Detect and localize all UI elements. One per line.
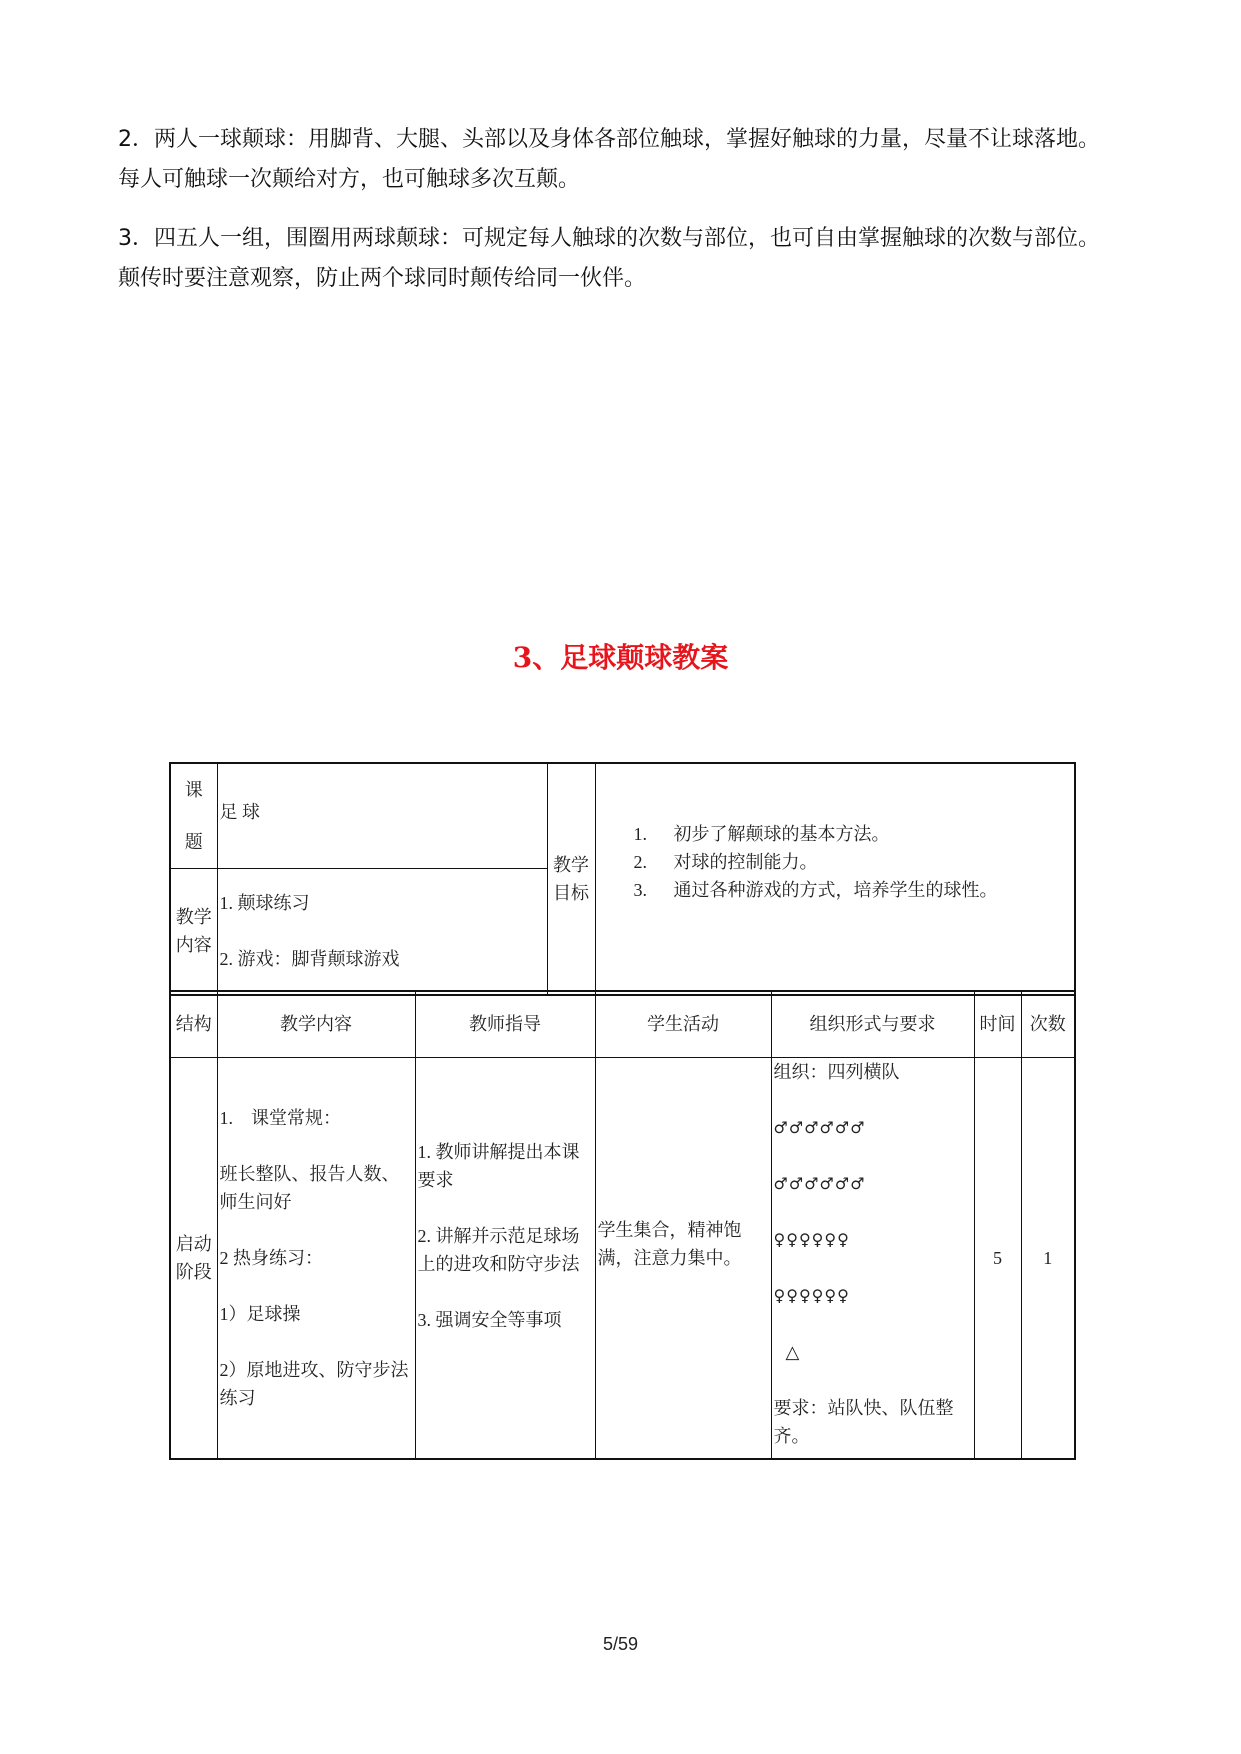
content-items: [217, 869, 547, 995]
formation-row-female: ♀♀♀♀♀♀: [773, 1285, 850, 1305]
stage-cell: 启动阶段: [170, 1057, 217, 1459]
goal-item: 2. 对球的控制能力。: [633, 852, 818, 872]
goal-item: 3. 通过各种游戏的方式，培养学生的球性。: [633, 880, 998, 900]
content-label: 教学内容: [170, 869, 217, 995]
header-cell: 结构: [170, 991, 217, 1057]
goal-list: [595, 763, 1075, 995]
formation-row-male: ♂♂♂♂♂♂: [773, 1117, 866, 1137]
paragraph-2: 2．两人一球颠球：用脚背、大腿、头部以及身体各部位触球，掌握好触球的力量，尽量不让球落地。每人可触球一次颠给对方，也可触球多次互颠。: [118, 127, 1101, 192]
teacher-triangle-icon: △: [785, 1341, 800, 1362]
count-cell: 1: [1021, 1057, 1075, 1459]
table-header-row: [170, 991, 1075, 1057]
student-activity-cell: 学生集合，精神饱满，注意力集中。: [595, 1057, 771, 1459]
lesson-plan-table: [169, 990, 1076, 1460]
content-cell: 1. 课堂常规： 班长整队、报告人数、师生问好 2 热身练习： 1）足球操 2）原地进攻、防守步法练习: [217, 1057, 415, 1459]
header-cell: 次数: [1021, 991, 1075, 1057]
formation-row-male: ♂♂♂♂♂♂: [773, 1173, 866, 1193]
time-cell: 5: [974, 1057, 1021, 1459]
header-cell: 教学内容: [217, 991, 415, 1057]
formation-row-female: ♀♀♀♀♀♀: [773, 1229, 850, 1249]
table-row: [170, 1057, 1075, 1459]
header-cell: 组织形式与要求: [771, 991, 974, 1057]
topic-value: 足 球: [217, 763, 547, 869]
goal-item: 1. 初步了解颠球的基本方法。: [633, 824, 890, 844]
lesson-info-table: [169, 762, 1076, 996]
lesson-plan-title: 3、足球颠球教案: [512, 641, 729, 674]
paragraph-3: 3．四五人一组，围圈用两球颠球：可规定每人触球的次数与部位，也可自由掌握触球的次数与部位。颠传时要注意观察，防止两个球同时颠传给同一伙伴。: [118, 226, 1101, 291]
topic-label: 课 题: [170, 763, 217, 869]
header-cell: 教师指导: [415, 991, 595, 1057]
goal-label: 教学目标: [547, 763, 595, 995]
page-number: 5/59: [602, 1634, 639, 1654]
teacher-guidance-cell: 1. 教师讲解提出本课要求 2. 讲解并示范足球场上的进攻和防守步法 3. 强调安全等事项: [415, 1057, 595, 1459]
content-item: 1. 颠球练习: [219, 893, 310, 914]
organization-cell: 组织：四列横队 ♂♂♂♂♂♂ ♂♂♂♂♂♂ ♀♀♀♀♀♀ ♀♀♀♀♀♀ △ 要求：站队快、队伍整齐。: [771, 1057, 974, 1459]
content-item: 2. 游戏：脚背颠球游戏: [219, 949, 400, 970]
header-cell: 学生活动: [595, 991, 771, 1057]
header-cell: 时间: [974, 991, 1021, 1057]
